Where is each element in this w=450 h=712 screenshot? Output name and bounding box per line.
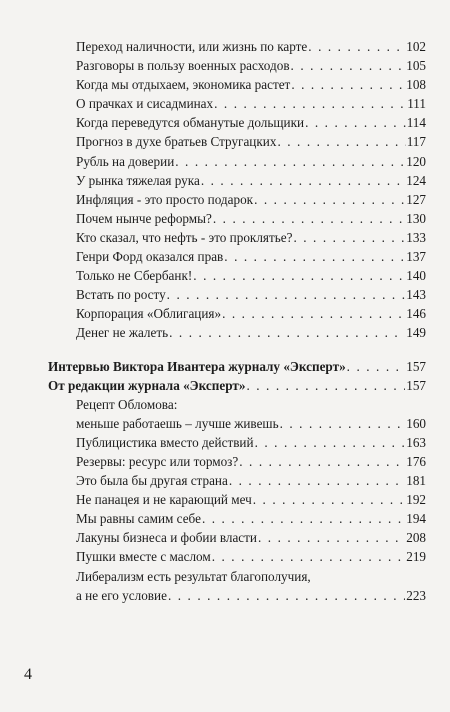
toc-entry <box>0 490 426 509</box>
toc-entry-page: 111 <box>407 96 426 112</box>
toc-entry-page: 102 <box>406 39 426 54</box>
dot-leader <box>280 414 406 433</box>
toc-entry-page: 181 <box>406 473 426 489</box>
toc-entry <box>0 190 426 209</box>
toc-entry-page: 192 <box>406 492 426 508</box>
dot-leader <box>246 376 405 395</box>
dot-leader <box>308 37 405 56</box>
toc-entry <box>0 132 426 151</box>
dot-leader <box>213 209 405 228</box>
toc-entry-page: 219 <box>406 549 426 565</box>
dot-leader <box>253 490 405 509</box>
toc-entry-title: Либерализм есть результат благополучия, <box>76 568 311 584</box>
toc-entry-page: 114 <box>406 115 426 131</box>
toc-entry-title: Встать по росту <box>76 287 166 303</box>
toc-entry-title: Корпорация «Облигация» <box>76 306 222 322</box>
toc-entry <box>0 171 426 190</box>
toc-entry <box>0 433 426 452</box>
toc-entry <box>0 247 426 266</box>
toc-entry <box>0 75 426 94</box>
toc-entry-title: Почем нынче реформы? <box>76 210 212 226</box>
dot-leader <box>193 266 405 285</box>
toc-entry-title: Только не Сбербанк! <box>76 268 193 284</box>
toc-entry-title: Это была бы другая страна <box>76 473 228 489</box>
toc-entry <box>0 528 426 547</box>
toc-entry <box>0 586 426 605</box>
toc-entry <box>0 323 426 342</box>
dot-leader <box>201 171 405 190</box>
dot-leader <box>168 586 405 605</box>
toc-entry-page: 157 <box>406 377 426 393</box>
toc-entry <box>0 37 426 56</box>
toc-section-title: Интервью Виктора Ивантера журналу «Эксперт» <box>48 358 346 374</box>
toc-entry-title: Когда переведутся обманутые дольщики <box>76 115 305 131</box>
toc-entry-title: Инфляция - это просто подарок <box>76 191 254 207</box>
toc-section-entry <box>0 376 426 395</box>
toc-entry-page: 194 <box>406 511 426 527</box>
toc-entry <box>0 209 426 228</box>
toc-entry-title: Денег не жалеть <box>76 325 169 341</box>
dot-leader <box>254 190 405 209</box>
toc-entry-page: 157 <box>406 358 426 374</box>
toc-entry-page: 108 <box>406 77 426 93</box>
toc-entry <box>0 285 426 304</box>
dot-leader <box>255 433 406 452</box>
toc-entry <box>0 547 426 566</box>
toc-entry-page: 105 <box>406 58 426 74</box>
toc-entry <box>0 304 426 323</box>
toc-entry-page: 127 <box>406 191 426 207</box>
toc-entry-title: Переход наличности, или жизнь по карте <box>76 39 308 54</box>
table-of-contents <box>0 37 450 605</box>
toc-entry-page: 160 <box>406 415 426 431</box>
toc-entry-title: Мы равны самим себе <box>76 511 201 527</box>
dot-leader <box>229 471 405 490</box>
toc-entry <box>0 471 426 490</box>
toc-entry-title: О прачках и сисадминах <box>76 96 214 112</box>
dot-leader <box>305 113 406 132</box>
toc-entry-page: 133 <box>406 229 426 245</box>
dot-leader <box>224 247 405 266</box>
page-number: 4 <box>24 666 32 683</box>
dot-leader <box>167 285 406 304</box>
toc-entry-title: У рынка тяжелая рука <box>76 172 200 188</box>
dot-leader <box>214 94 406 113</box>
toc-entry <box>0 266 426 285</box>
toc-entry-first-line <box>0 567 426 586</box>
toc-entry-title: Резервы: ресурс или тормоз? <box>76 453 239 469</box>
toc-entry-page: 149 <box>406 325 426 341</box>
toc-entry <box>0 113 426 132</box>
toc-entry-title: Кто сказал, что нефть - это проклятье? <box>76 229 293 245</box>
toc-entry-page: 143 <box>406 287 426 303</box>
toc-entry-title: Лакуны бизнеса и фобии власти <box>76 530 257 546</box>
toc-entry <box>0 452 426 471</box>
toc-entry-title: Рецепт Обломова: <box>76 396 178 412</box>
dot-leader <box>175 152 405 171</box>
toc-entry-title: Не панацея и не карающий меч <box>76 492 252 508</box>
dot-leader <box>239 452 405 471</box>
toc-entry-title: Когда мы отдыхаем, экономика растет <box>76 77 291 93</box>
toc-section-entry <box>0 357 426 376</box>
dot-leader <box>291 56 406 75</box>
dot-leader <box>293 228 405 247</box>
toc-entry-page: 140 <box>406 268 426 284</box>
dot-leader <box>291 75 405 94</box>
toc-entry <box>0 56 426 75</box>
toc-entry-title: а не его условие <box>76 587 167 603</box>
dot-leader <box>258 528 405 547</box>
toc-entry-page: 208 <box>406 530 426 546</box>
dot-leader <box>212 547 406 566</box>
toc-entry-page: 223 <box>406 587 426 603</box>
toc-entry-title: Публицистика вместо действий <box>76 434 254 450</box>
dot-leader <box>222 304 405 323</box>
toc-entry-page: 163 <box>406 434 426 450</box>
toc-entry-title: Пушки вместе с маслом <box>76 549 211 565</box>
toc-entry <box>0 509 426 528</box>
toc-entry-page: 124 <box>406 172 426 188</box>
dot-leader <box>169 323 405 342</box>
toc-entry-page: 137 <box>406 249 426 265</box>
toc-entry <box>0 94 426 113</box>
toc-entry-page: 117 <box>406 134 426 150</box>
toc-entry-title: Генри Форд оказался прав <box>76 249 224 265</box>
dot-leader <box>277 132 405 151</box>
toc-entry-page: 146 <box>406 306 426 322</box>
toc-entry-title: Разговоры в пользу военных расходов <box>76 58 290 74</box>
toc-entry-title: Рубль на доверии <box>76 153 175 169</box>
toc-entry <box>0 152 426 171</box>
toc-section-title: От редакции журнала «Эксперт» <box>48 377 246 393</box>
toc-entry-title: меньше работаешь – лучше живешь <box>76 415 279 431</box>
toc-entry-page: 120 <box>406 153 426 169</box>
dot-leader <box>347 357 406 376</box>
toc-entry-page: 176 <box>406 453 426 469</box>
toc-entry-title: Прогноз в духе братьев Стругацких <box>76 134 277 150</box>
toc-entry <box>0 228 426 247</box>
toc-entry <box>0 414 426 433</box>
toc-entry-first-line <box>0 395 426 414</box>
toc-entry-page: 130 <box>406 210 426 226</box>
dot-leader <box>202 509 405 528</box>
